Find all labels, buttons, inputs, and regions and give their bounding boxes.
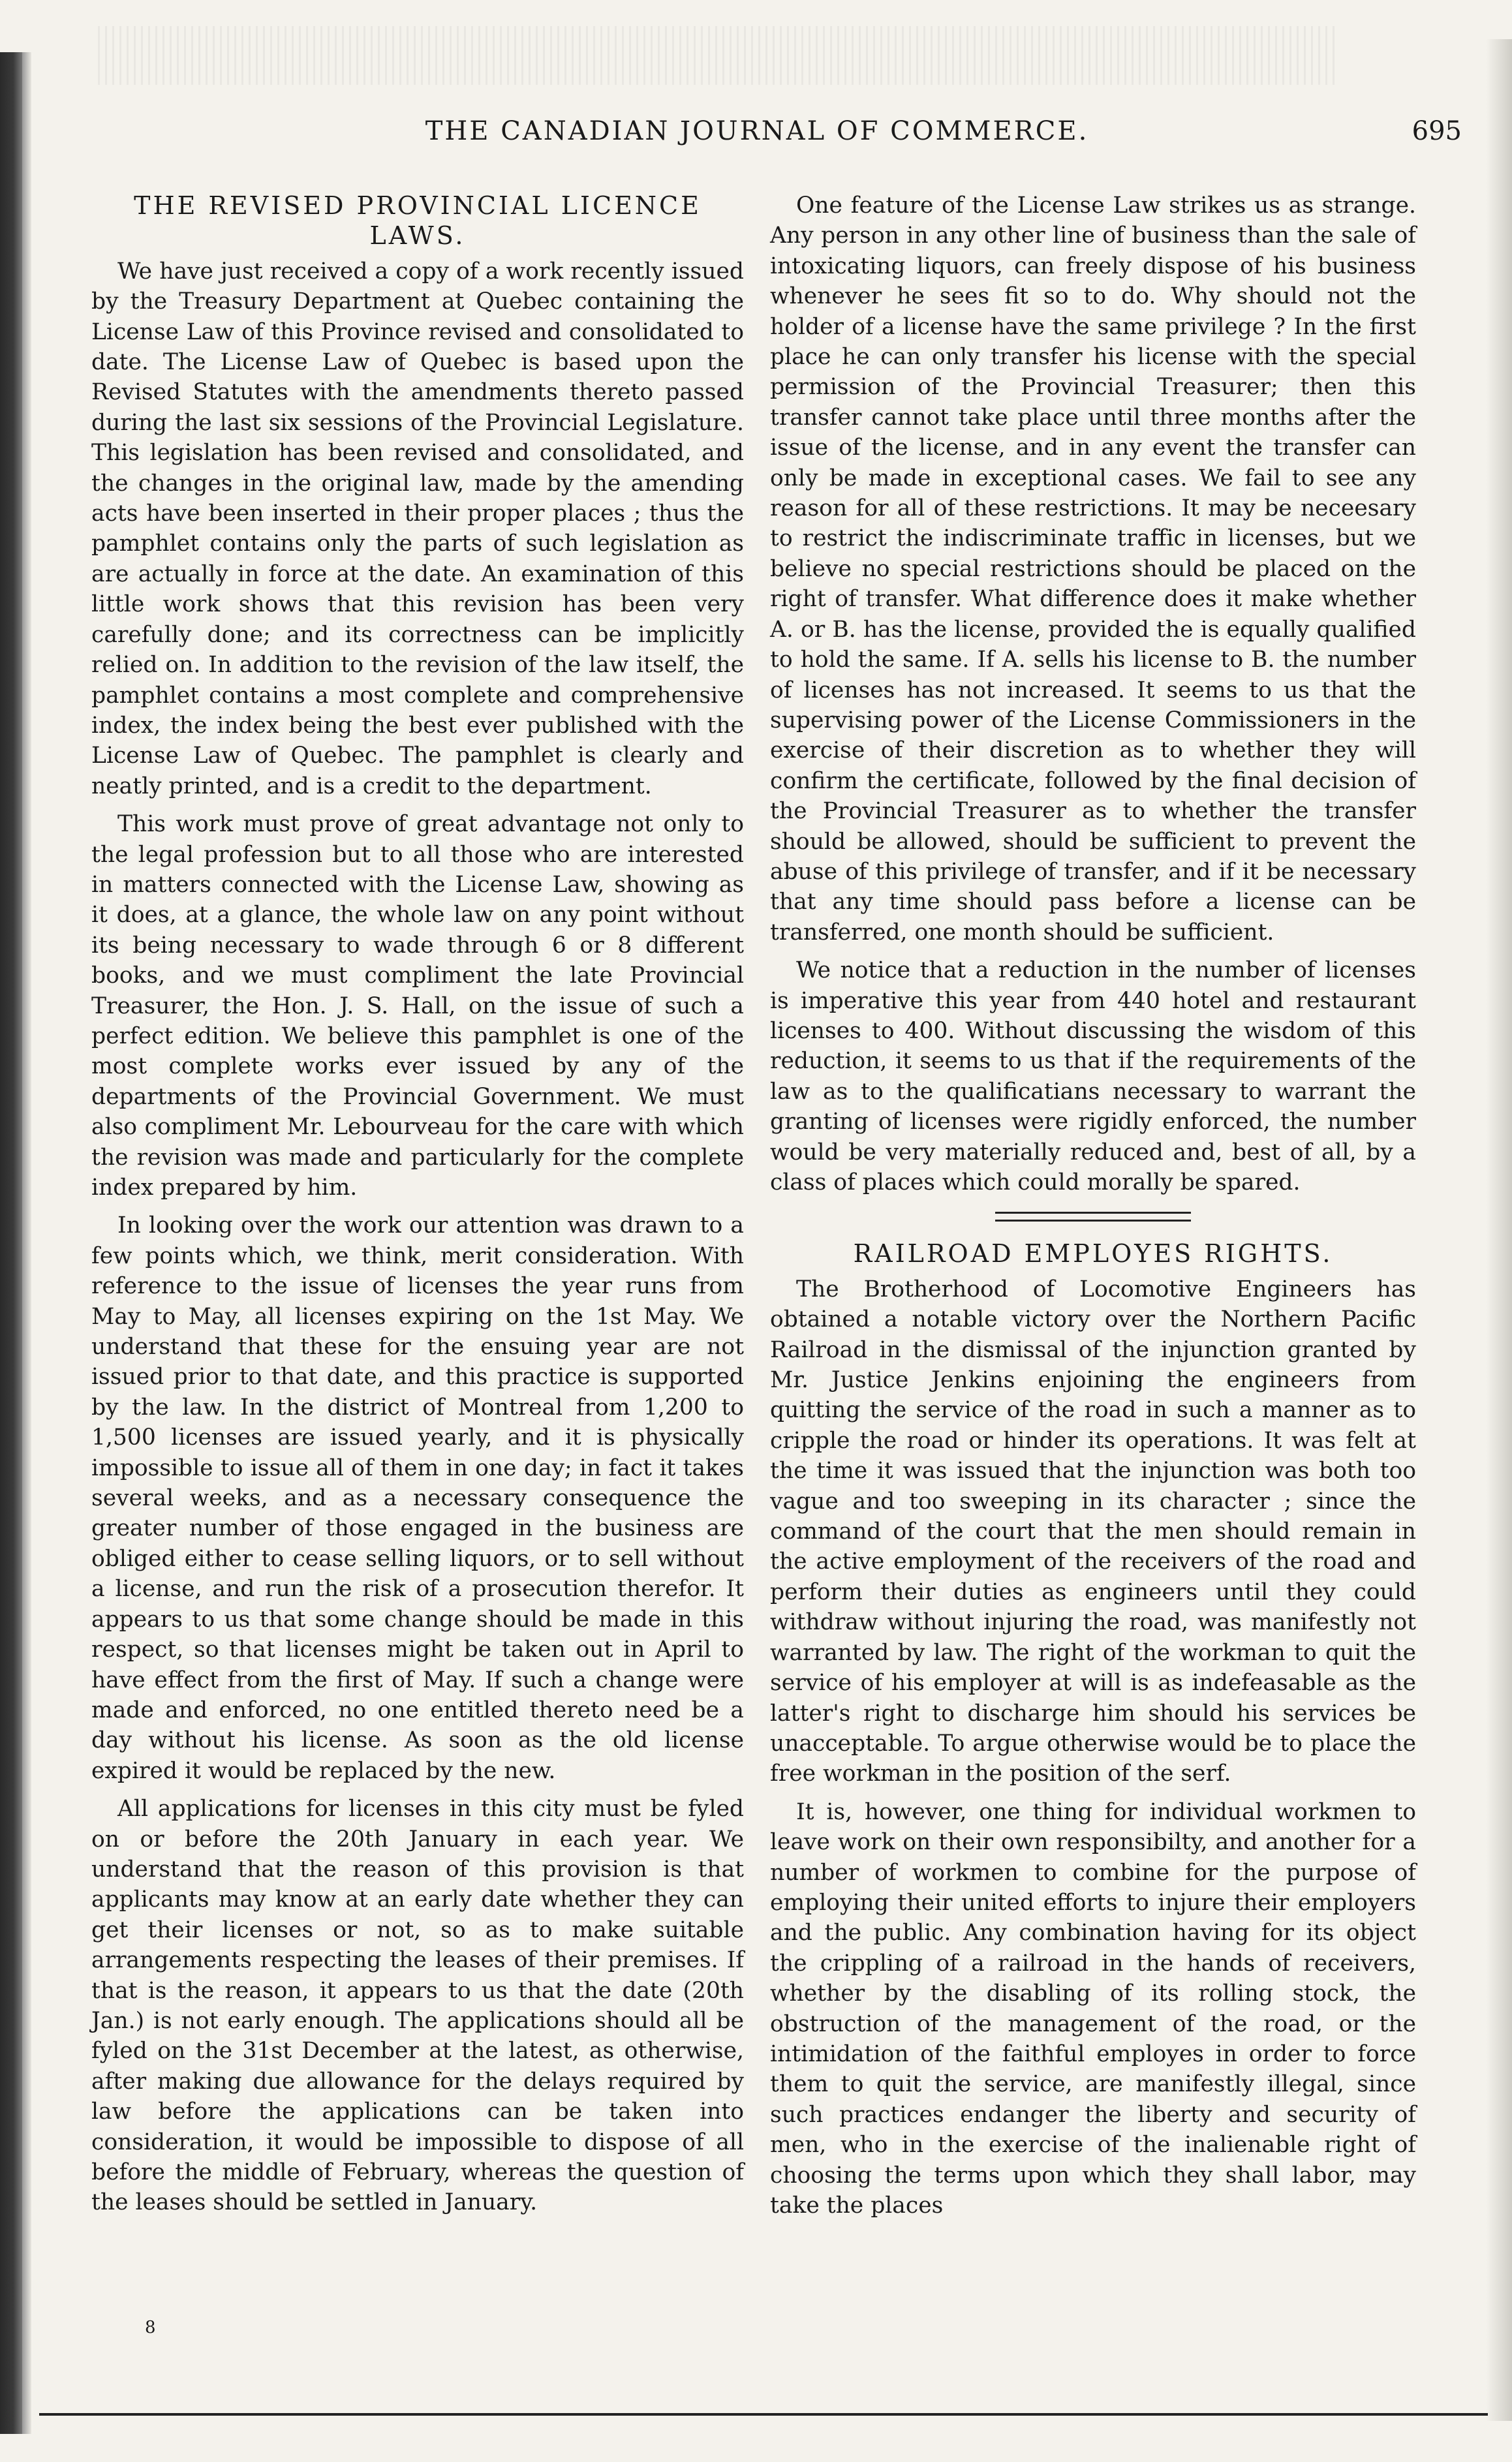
article-paragraph: We notice that a reduction in the number of licenses is imperative this year from 440 hotel and restaurant licenses to 400. Without discussing the wisdom of this reduction, it seems to us that if the requirements of the law as to the qualificatians necessary to warrant the granting of licenses were rigidly enforced, the number would be very materially reduced and, best of all, by a class of places which could morally be spared. — [770, 957, 1416, 1195]
page-number: 695 — [1412, 116, 1462, 146]
article-title-licence-laws: THE REVISED PROVINCIAL LICENCE LAWS. — [134, 191, 702, 251]
article-title-railroad-employes: RAILROAD EMPLOYES RIGHTS. — [853, 1239, 1333, 1269]
left-column — [91, 191, 744, 2218]
journal-title: THE CANADIAN JOURNAL OF COMMERCE. — [425, 116, 1089, 146]
scan-noise-top — [98, 26, 1338, 85]
bottom-rule — [39, 2413, 1488, 2416]
page-header — [39, 116, 1475, 162]
article-paragraph: One feature of the License Law strikes us as strange. Any person in any other line of business than the sale of intoxicating liquors, can freely dispose of his business whenever he sees fit so to do. Why should not the holder of a license have the same privilege ? In the first place he can only transfer his license with the special permission of the Provincial Treasurer; then this transfer cannot take place until three months after the issue of the license, and in any event the transfer can only be made in exceptional cases. We fail to see any reason for all of these restrictions. It may be neceesary to restrict the indiscriminate traffic in licenses, but we believe no special restrictions should be placed on the right of transfer. What difference does it make whether A. or B. has the license, provided the is equally qualified to hold the same. If A. sells his license to B. the number of licenses has not increased. It seems to us that the supervising power of the License Commissioners in the exercise of their discretion as to whether they will confirm the certificate, followed by the final decision of the Provincial Treasurer as to whether the transfer should be allowed, should be sufficient to prevent the abuse of this privilege of transfer, and if it be necessary that any time should pass before a license can be transferred, one month should be sufficient. — [770, 192, 1416, 946]
right-column — [770, 191, 1416, 2221]
binding-shadow-left — [0, 52, 22, 2434]
section-divider — [995, 1212, 1191, 1222]
signature-mark: 8 — [145, 2318, 156, 2337]
article-paragraph: This work must prove of great advantage not only to the legal profession but to all those who are interested in matters connected with the License Law, showing as it does, at a glance, the whole law on any point without its being necessary to wade through 6 or 8 different books, and we must compliment the late Provincial Treasurer, the Hon. J. S. Hall, on the issue of such a perfect edition. We believe this pamphlet is one of the most complete works ever issued by any of the departments of the Provincial Government. We must also compliment Mr. Lebourveau for the care with which the revision was made and particularly for the complete index prepared by him. — [91, 811, 744, 1201]
article-paragraph: In looking over the work our attention was drawn to a few points which, we think, merit consideration. With reference to the issue of licenses the year runs from May to May, all licenses expiring on the 1st May. We understand that these for the ensuing year are not issued prior to that date, and this practice is supported by the law. In the district of Montreal from 1,200 to 1,500 licenses are issued yearly, and it is physically impossible to issue all of them in one day; in fact it takes several weeks, and as a necessary consequence the greater number of those engaged in the business are obliged either to cease selling liquors, or to sell without a license, and run the risk of a prosecution therefor. It appears to us that some change should be made in this respect, so that licenses might be taken out in April to have effect from the first of May. If such a change were made and enforced, no one entitled thereto need be a day without his license. As soon as the old license expired it would be replaced by the new. — [91, 1212, 744, 1784]
article-paragraph: We have just received a copy of a work recently issued by the Treasury Department at Quebec containing the License Law of this Province revised and consolidated to date. The License Law of Quebec is based upon the Revised Statutes with the amendments thereto passed during the last six sessions of the Provincial Legislature. This legislation has been revised and consolidated, and the changes in the original law, made by the amending acts have been inserted in their proper places ; thus the pamphlet contains only the parts of such legislation as are actually in force at the date. An examination of this little work shows that this revision has been very carefully done; and its correctness can be implicitly relied on. In addition to the revision of the law itself, the pamphlet contains a most complete and comprehensive index, the index being the best ever published with the License Law of Quebec. The pamphlet is clearly and neatly printed, and is a credit to the department. — [91, 258, 744, 799]
page-edge-right — [1486, 39, 1512, 2421]
article-paragraph: It is, however, one thing for individual workmen to leave work on their own responsibilty, and another for a number of workmen to combine for the purpose of employing their united efforts to injure their employers and the public. Any combination having for its object the crippling of a railroad in the hands of receivers, whether by the disabling of its rolling stock, the obstruction of the management of the road, or the intimidation of the faithful employes in order to force them to quit the service, are manifestly illegal, since such practices endanger the liberty and security of men, who in the exercise of the inalienable right of choosing the terms upon which they shall labor, may take the places — [770, 1798, 1416, 2219]
article-paragraph: The Brotherhood of Locomotive Engineers has obtained a notable victory over the Northern Pacific Railroad in the dismissal of the injunction granted by Mr. Justice Jenkins enjoining the engineers from quitting the service of the road in such a manner as to cripple the road or hinder its operations. It was felt at the time it was issued that the injunction was both too vague and too sweeping in its character ; since the command of the court that the men should remain in the active employment of the receivers of the road and perform their duties as engineers until they could withdraw without injuring the road, was manifestly not warranted by law. The right of the workman to quit the service of his employer at will is as indefeasable as the latter's right to discharge him should his services be unacceptable. To argue otherwise would be to place the free workman in the position of the serf. — [770, 1276, 1416, 1787]
article-paragraph: All applications for licenses in this city must be fyled on or before the 20th January in each year. We understand that the reason of this provision is that applicants may know at an early date whether they can get their licenses or not, so as to make suitable arrangements respecting the leases of their premises. If that is the reason, it appears to us that the date (20th Jan.) is not early enough. The applications should all be fyled on the 31st December at the latest, as otherwise, after making due allowance for the delays required by law before the applications can be taken into consideration, it would be impossible to dispose of all before the middle of February, whereas the question of the leases should be settled in January. — [91, 1796, 744, 2216]
binding-shadow-gradient — [22, 52, 31, 2434]
